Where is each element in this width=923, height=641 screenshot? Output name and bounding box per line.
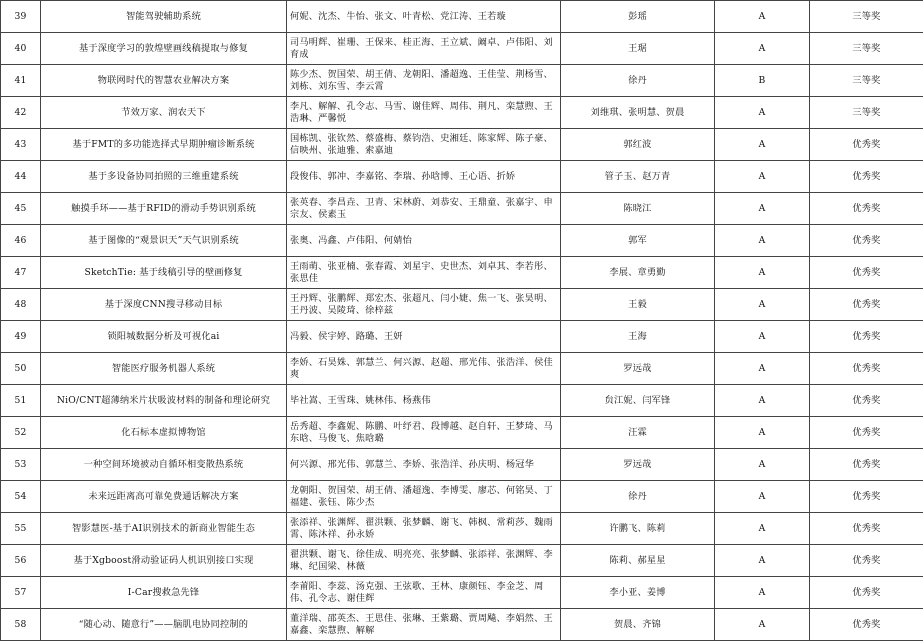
team-members-cell: 龙朝阳、贺国荣、胡王倩、潘超逸、李博雯、廖芯、何铭昊、丁福建、张钰、陈少杰 — [287, 481, 561, 513]
project-title-cell: 未来远距离高可靠免费通话解决方案 — [41, 481, 287, 513]
table-row — [1, 385, 923, 417]
team-members-cell: 何兴源、邢光伟、郭慧兰、李娇、张浩洋、孙庆明、杨冠华 — [287, 449, 561, 481]
grade-cell: A — [715, 129, 810, 161]
row-number-cell: 39 — [1, 1, 41, 33]
table-row — [1, 1, 923, 33]
row-number-cell: 58 — [1, 609, 41, 641]
row-number-cell: 41 — [1, 65, 41, 97]
grade-cell: A — [715, 545, 810, 577]
team-members-cell: 张添祥、张渊辉、翟洪颗、张梦麟、谢飞、韩枫、常莉莎、魏雨霄、陈沐祥、孙永娇 — [287, 513, 561, 545]
row-number-cell: 53 — [1, 449, 41, 481]
table-row — [1, 257, 923, 289]
table-row — [1, 481, 923, 513]
grade-cell: A — [715, 417, 810, 449]
award-cell: 优秀奖 — [810, 449, 923, 481]
table-row — [1, 609, 923, 641]
grade-cell: A — [715, 513, 810, 545]
project-title-cell: 基于多设备协同拍照的三维重建系统 — [41, 161, 287, 193]
team-members-cell: 何妮、沈杰、牛怡、张文、叶青松、党江涛、王若璇 — [287, 1, 561, 33]
advisor-cell: 罗远哉 — [561, 353, 715, 385]
award-cell: 优秀奖 — [810, 225, 923, 257]
table-row — [1, 289, 923, 321]
grade-cell: A — [715, 161, 810, 193]
table-row — [1, 417, 923, 449]
grade-cell: A — [715, 449, 810, 481]
grade-cell: A — [715, 97, 810, 129]
award-cell: 优秀奖 — [810, 129, 923, 161]
award-cell: 三等奖 — [810, 65, 923, 97]
award-cell: 优秀奖 — [810, 289, 923, 321]
team-members-cell: 张英春、李昌垚、卫青、宋林蔚、刘恭安、王鼎童、张嘉宇、申宗友、侯素玉 — [287, 193, 561, 225]
advisor-cell: 陈莉、郝星星 — [561, 545, 715, 577]
table-row — [1, 33, 923, 65]
award-cell: 优秀奖 — [810, 513, 923, 545]
award-cell: 优秀奖 — [810, 481, 923, 513]
team-members-cell: 张奥、冯鑫、卢伟阳、何婧怡 — [287, 225, 561, 257]
row-number-cell: 56 — [1, 545, 41, 577]
advisor-cell: 李小亚、姜博 — [561, 577, 715, 609]
row-number-cell: 48 — [1, 289, 41, 321]
row-number-cell: 49 — [1, 321, 41, 353]
award-cell: 优秀奖 — [810, 161, 923, 193]
team-members-cell: 王雨萌、张亚楠、张春霞、刘星宇、史世杰、刘卓其、李若彤、张思佳 — [287, 257, 561, 289]
award-cell: 优秀奖 — [810, 193, 923, 225]
advisor-cell: 王琚 — [561, 33, 715, 65]
row-number-cell: 51 — [1, 385, 41, 417]
row-number-cell: 47 — [1, 257, 41, 289]
award-cell: 优秀奖 — [810, 577, 923, 609]
project-title-cell: 锁阳城数据分析及可视化ai — [41, 321, 287, 353]
grade-cell: A — [715, 609, 810, 641]
table-row — [1, 353, 923, 385]
advisor-cell: 罗远哉 — [561, 449, 715, 481]
advisor-cell: 徐丹 — [561, 481, 715, 513]
table-row — [1, 97, 923, 129]
row-number-cell: 57 — [1, 577, 41, 609]
project-title-cell: 一种空间环境被动自循环相变散热系统 — [41, 449, 287, 481]
row-number-cell: 50 — [1, 353, 41, 385]
team-members-cell: 翟洪颗、谢飞、徐佳成、明亮亮、张梦麟、张添祥、张渊辉、李琳、纪国梁、林薇 — [287, 545, 561, 577]
table-row — [1, 129, 923, 161]
award-cell: 优秀奖 — [810, 417, 923, 449]
grade-cell: A — [715, 353, 810, 385]
table-row — [1, 161, 923, 193]
award-cell: 三等奖 — [810, 33, 923, 65]
team-members-cell: 王丹辉、张鹏辉、郑宏杰、张超凡、闫小婕、焦一飞、张昊明、王丹波、吴陵琦、徐梓兹 — [287, 289, 561, 321]
row-number-cell: 54 — [1, 481, 41, 513]
advisor-cell: 许鹏飞、陈莉 — [561, 513, 715, 545]
table-row — [1, 321, 923, 353]
row-number-cell: 55 — [1, 513, 41, 545]
project-title-cell: I-Car搜救急先锋 — [41, 577, 287, 609]
project-title-cell: 基于Xgboost滑动验证码人机识别接口实现 — [41, 545, 287, 577]
grade-cell: B — [715, 65, 810, 97]
advisor-cell: 徐丹 — [561, 65, 715, 97]
grade-cell: A — [715, 193, 810, 225]
grade-cell: A — [715, 225, 810, 257]
advisor-cell: 刘维琪、张明慧、贺晨 — [561, 97, 715, 129]
advisor-cell: 郭红波 — [561, 129, 715, 161]
award-cell: 优秀奖 — [810, 321, 923, 353]
grade-cell: A — [715, 257, 810, 289]
award-cell: 三等奖 — [810, 1, 923, 33]
row-number-cell: 46 — [1, 225, 41, 257]
project-title-cell: 节效万家、润农天下 — [41, 97, 287, 129]
row-number-cell: 44 — [1, 161, 41, 193]
project-title-cell: “随心动、随意行”——脑肌电协同控制的 — [41, 609, 287, 641]
row-number-cell: 42 — [1, 97, 41, 129]
grade-cell: A — [715, 481, 810, 513]
team-members-cell: 李凡、解解、孔令志、马雪、谢佳辉、周伟、荆凡、栾慧煦、王浩琳、严馨悦 — [287, 97, 561, 129]
project-title-cell: 基于FMT的多功能选择式早期肿瘤诊断系统 — [41, 129, 287, 161]
award-cell: 优秀奖 — [810, 385, 923, 417]
team-members-cell: 李娇、石昊姝、郭慧兰、何兴源、赵超、邢光伟、张浩洋、侯佳爽 — [287, 353, 561, 385]
table-row — [1, 513, 923, 545]
table-row — [1, 545, 923, 577]
team-members-cell: 国栋凯、张钦然、蔡盛梅、蔡钧浩、史湘廷、陈家辉、陈子豪、信映州、张迪雅、索嘉迪 — [287, 129, 561, 161]
award-cell: 优秀奖 — [810, 545, 923, 577]
advisor-cell: 管子玉、赵万青 — [561, 161, 715, 193]
advisor-cell: 王海 — [561, 321, 715, 353]
row-number-cell: 52 — [1, 417, 41, 449]
table-row — [1, 193, 923, 225]
row-number-cell: 40 — [1, 33, 41, 65]
row-number-cell: 45 — [1, 193, 41, 225]
advisor-cell: 陈晓江 — [561, 193, 715, 225]
project-title-cell: 基于图像的“观景识天”天气识别系统 — [41, 225, 287, 257]
project-title-cell: 智能医疗服务机器人系统 — [41, 353, 287, 385]
team-members-cell: 陈少杰、贺国荣、胡王倩、龙朝阳、潘超逸、王佳莹、荆杨雪、刘栋、刘东雪、李云霄 — [287, 65, 561, 97]
advisor-cell: 贺晨、齐锦 — [561, 609, 715, 641]
table-row — [1, 65, 923, 97]
project-title-cell: 物联网时代的智慧农业解决方案 — [41, 65, 287, 97]
row-number-cell: 43 — [1, 129, 41, 161]
grade-cell: A — [715, 289, 810, 321]
advisor-cell: 王毅 — [561, 289, 715, 321]
table-row — [1, 225, 923, 257]
team-members-cell: 李莆阳、李蕊、汤克强、王弦歌、王林、康颜钰、李金芝、周伟、孔令志、谢佳辉 — [287, 577, 561, 609]
team-members-cell: 董洋瑞、邵英杰、王思佳、张琳、王紫璐、贾周飚、李娟然、王嘉鑫、栾慧煦、解解 — [287, 609, 561, 641]
award-cell: 三等奖 — [810, 97, 923, 129]
grade-cell: A — [715, 1, 810, 33]
project-title-cell: 基于深度学习的敦煌壁画线稿提取与修复 — [41, 33, 287, 65]
advisor-cell: 李展、章勇勤 — [561, 257, 715, 289]
project-title-cell: 基于深度CNN搜寻移动目标 — [41, 289, 287, 321]
team-members-cell: 岳秀超、李鑫妮、陈鹏、叶纾君、段博越、赵自轩、王梦琦、马东晗、马俊飞、焦晗璐 — [287, 417, 561, 449]
project-title-cell: NiO/CNT超薄纳米片状吸波材料的制备和理论研究 — [41, 385, 287, 417]
grade-cell: A — [715, 33, 810, 65]
results-table-body — [1, 1, 923, 641]
award-cell: 优秀奖 — [810, 609, 923, 641]
advisor-cell: 郭军 — [561, 225, 715, 257]
project-title-cell: SketchTie: 基于线稿引导的壁画修复 — [41, 257, 287, 289]
project-title-cell: 智能驾驶辅助系统 — [41, 1, 287, 33]
table-row — [1, 577, 923, 609]
project-title-cell: 化石标本虚拟博物馆 — [41, 417, 287, 449]
award-cell: 优秀奖 — [810, 257, 923, 289]
advisor-cell: 彭瑶 — [561, 1, 715, 33]
project-title-cell: 智影慧医-基于AI识别技术的新商业智能生态 — [41, 513, 287, 545]
team-members-cell: 段俊伟、郭冲、李嘉铭、李瑞、孙晗博、王心语、折娇 — [287, 161, 561, 193]
team-members-cell: 冯毅、侯宇婷、路璐、王妍 — [287, 321, 561, 353]
advisor-cell: 汪霖 — [561, 417, 715, 449]
table-row — [1, 449, 923, 481]
grade-cell: A — [715, 321, 810, 353]
award-cell: 优秀奖 — [810, 353, 923, 385]
grade-cell: A — [715, 577, 810, 609]
team-members-cell: 司马明辉、崔珊、王保来、桂正海、王立斌、阚卓、卢伟阳、刘育成 — [287, 33, 561, 65]
project-title-cell: 触摸手环——基于RFID的滑动手势识别系统 — [41, 193, 287, 225]
grade-cell: A — [715, 385, 810, 417]
team-members-cell: 毕社嵩、王雪珠、姚林伟、杨燕伟 — [287, 385, 561, 417]
advisor-cell: 贠江妮、闫军锋 — [561, 385, 715, 417]
